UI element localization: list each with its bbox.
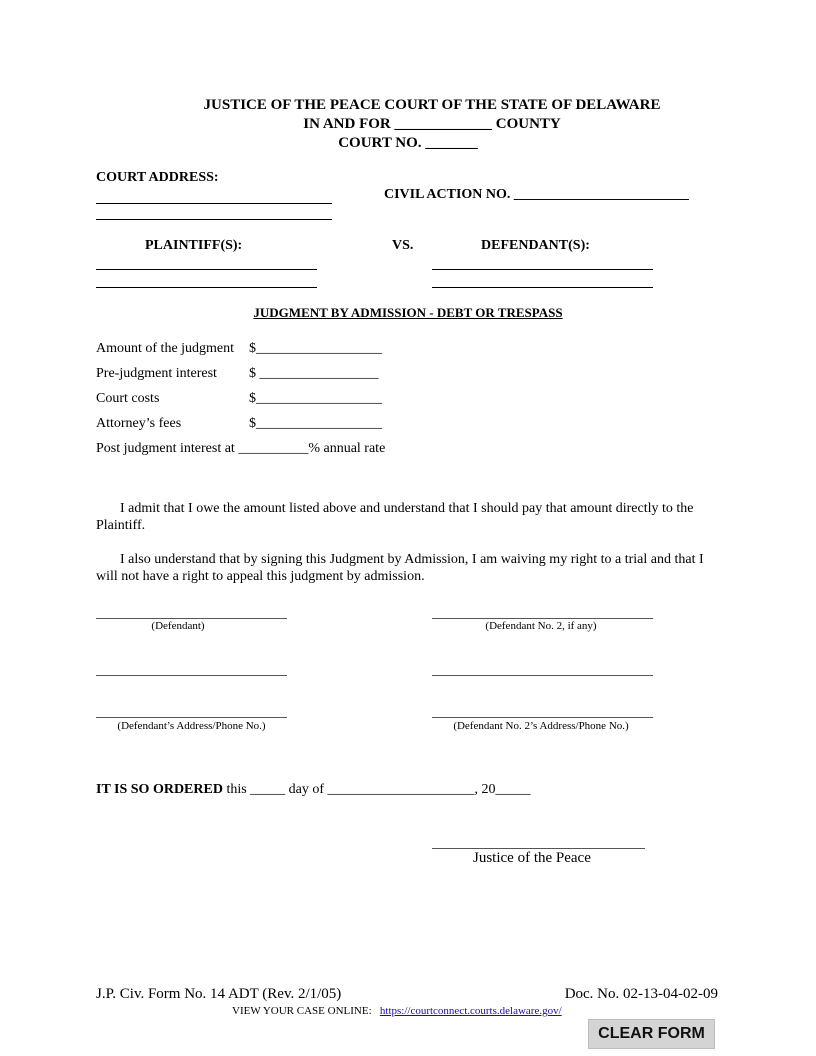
- doc-number: Doc. No. 02-13-04-02-09: [564, 986, 718, 1002]
- admission-text: I admit that I owe the amount listed above and understand that I should pay that amount directly to the Plaintiff.: [96, 501, 694, 533]
- plaintiff-line-2[interactable]: [96, 287, 317, 288]
- justice-label: Justice of the Peace: [473, 850, 591, 866]
- clear-form-button[interactable]: CLEAR FORM: [588, 1019, 715, 1049]
- defendant-address-line-2[interactable]: [96, 717, 287, 718]
- defendant2-signature-line[interactable]: [432, 618, 653, 619]
- post-judgment-interest[interactable]: Post judgment interest at __________% annual rate: [96, 441, 386, 456]
- form-number: J.P. Civ. Form No. 14 ADT (Rev. 2/1/05): [96, 986, 342, 1002]
- admission-paragraph: [96, 500, 708, 534]
- defendant-label: DEFENDANT(S):: [481, 238, 590, 253]
- plaintiff-label: PLAINTIFF(S):: [145, 238, 243, 253]
- court-address-line-1[interactable]: [96, 203, 332, 204]
- prejudgment-interest-field[interactable]: $ _________________: [249, 366, 379, 381]
- court-title: JUSTICE OF THE PEACE COURT OF THE STATE OF DELAWARE: [203, 97, 661, 113]
- civil-action-number[interactable]: CIVIL ACTION NO. _________________________: [384, 187, 689, 202]
- defendant-address-caption: (Defendant’s Address/Phone No.): [117, 720, 266, 732]
- defendant-address-line-1[interactable]: [96, 675, 287, 676]
- courtconnect-link[interactable]: https://courtconnect.courts.delaware.gov/: [379, 1005, 562, 1017]
- order-rest-text: this _____ day of _____________________, 20_____: [222, 782, 531, 797]
- view-case-online: [232, 1005, 562, 1017]
- attorney-fees-field[interactable]: $__________________: [249, 416, 382, 431]
- defendant2-address-caption: (Defendant No. 2’s Address/Phone No.): [453, 720, 629, 732]
- waiver-text: I also understand that by signing this Judgment by Admission, I am waiving my right to a trial and that I will not have a right to appeal this judgment by admission.: [96, 552, 704, 584]
- waiver-paragraph: [96, 551, 708, 585]
- county-line: IN AND FOR _____________ COUNTY: [303, 116, 561, 132]
- defendant2-address-line-1[interactable]: [432, 675, 653, 676]
- court-number-line: COURT NO. _______: [338, 135, 478, 151]
- defendant-line-2[interactable]: [432, 287, 653, 288]
- amount-judgment-label: Amount of the judgment: [96, 341, 235, 356]
- defendant2-caption: (Defendant No. 2, if any): [485, 620, 597, 632]
- defendant-caption: (Defendant): [151, 620, 205, 632]
- court-costs-field[interactable]: $__________________: [249, 391, 382, 406]
- court-address-label: COURT ADDRESS:: [96, 170, 219, 185]
- defendant2-address-line-2[interactable]: [432, 717, 653, 718]
- court-costs-label: Court costs: [96, 391, 160, 406]
- vs-label: VS.: [392, 238, 414, 253]
- court-address-line-2[interactable]: [96, 219, 332, 220]
- defendant-line-1[interactable]: [432, 269, 653, 270]
- view-online-label: VIEW YOUR CASE ONLINE:: [232, 1005, 372, 1017]
- order-line[interactable]: [96, 782, 531, 798]
- prejudgment-interest-label: Pre-judgment interest: [96, 366, 217, 381]
- defendant-signature-line[interactable]: [96, 618, 287, 619]
- justice-signature-line[interactable]: [432, 848, 645, 849]
- order-bold-text: IT IS SO ORDERED: [96, 782, 223, 797]
- document-title: JUDGMENT BY ADMISSION - DEBT OR TRESPASS: [253, 305, 563, 320]
- plaintiff-line-1[interactable]: [96, 269, 317, 270]
- attorney-fees-label: Attorney’s fees: [96, 416, 182, 431]
- amount-judgment-field[interactable]: $__________________: [249, 341, 382, 356]
